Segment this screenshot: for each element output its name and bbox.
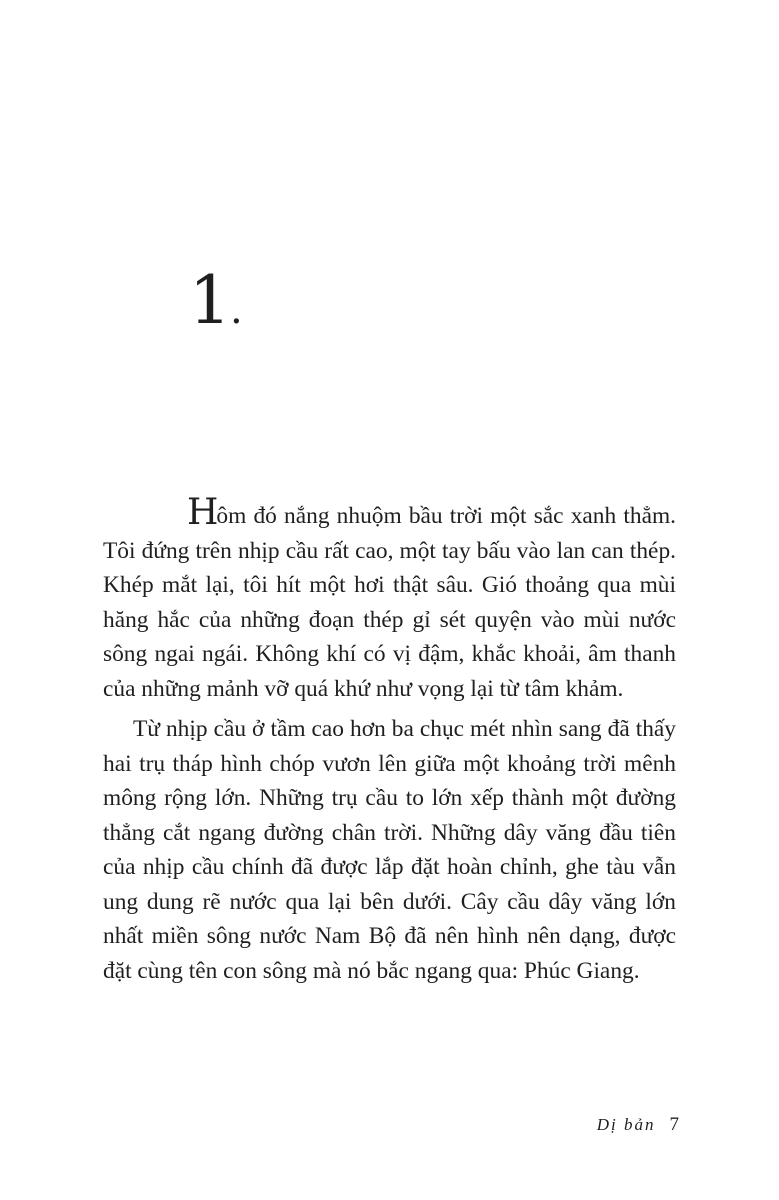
running-title: Dị bản bbox=[596, 1115, 656, 1134]
page-footer bbox=[597, 1114, 679, 1136]
paragraph-1-text: ôm đó nắng nhuộm bầu trời một sắc xanh thẳm. Tôi đứng trên nhịp cầu rất cao, một tay bấu vào lan can thép. Khép mắt lại, tôi hít một hơi thật sâu. Gió thoảng qua mùi hăng hắc của những đoạn thép gỉ sét quyện vào mùi nước sông ngai ngái. Không khí có vị đậm, khắc khoải, âm thanh của những mảnh vỡ quá khứ như vọng lại từ tâm khảm. bbox=[103, 503, 676, 702]
body-text bbox=[103, 492, 676, 988]
chapter-number-dot: . bbox=[230, 287, 242, 333]
chapter-number-digit: 1 bbox=[189, 262, 230, 339]
page-number: 7 bbox=[669, 1114, 679, 1135]
paragraph-1 bbox=[103, 492, 676, 706]
chapter-number bbox=[189, 262, 242, 339]
drop-cap: H bbox=[187, 492, 217, 533]
paragraph-2: Từ nhịp cầu ở tầm cao hơn ba chục mét nhìn sang đã thấy hai trụ tháp hình chóp vươn lên giữa một khoảng trời mênh mông rộng lớn. Những trụ cầu to lớn xếp thành một đường thẳng cắt ngang đường chân trời. Những dây văng đầu tiên của nhịp cầu chính đã được lắp đặt hoàn chỉnh, ghe tàu vẫn ung dung rẽ nước qua lại bên dưới. Cây cầu dây văng lớn nhất miền sông nước Nam Bộ đã nên hình nên dạng, được đặt cùng tên con sông mà nó bắc ngang qua: Phúc Giang. bbox=[103, 716, 676, 984]
